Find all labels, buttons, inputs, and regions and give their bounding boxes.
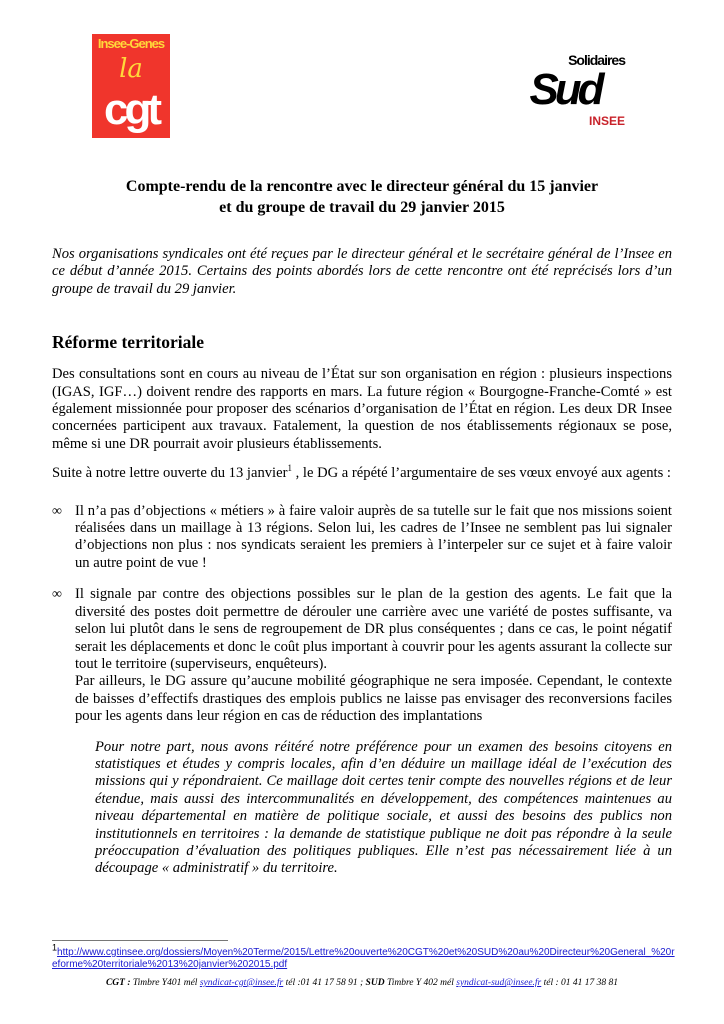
- footer-cgt-text: Timbre Y401 mél: [130, 978, 200, 988]
- cgt-email-link[interactable]: syndicat-cgt@insee.fr: [199, 978, 284, 988]
- sud-email-link[interactable]: syndicat-sud@insee.fr: [456, 978, 542, 988]
- cgt-logo: [92, 34, 170, 138]
- bullet-item-2-continuation: Par ailleurs, le DG assure qu’aucune mobilité géographique ne sera imposée. Cependant, le contexte de baisses d’effectifs drastiques des emplois publics ne laisse pas envisager des reconversions faciles pour les agents dans leur région en cas de réduction des implantations: [75, 673, 672, 725]
- sud-logo-line3: INSEE: [588, 114, 625, 128]
- bullet-symbol: ∞: [52, 503, 62, 519]
- paragraph-consultations: Des consultations sont en cours au niveau de l’État sur son organisation en région : plusieurs inspections (IGAS, IGF…) doivent rendre des rapports en mars. La future région « Bourgogne-Franche-Comté » est également missionnée pour proposer des scénarios d’organisation de l’État en région. Les deux DR Insee concernées participent aux travaux. Fatalement, la question de nos établissements régionaux se pose, même si une DR pourrait avoir plusieurs établissements.: [52, 366, 672, 452]
- bullet-item-1: Il n’a pas d’objections « métiers » à faire valoir auprès de sa tutelle sur le fait que nos missions soient réalisées dans un maillage à 13 régions. Selon lui, les cadres de l’Insee ne semblent pas lui signaler d’objections non plus : nos syndicats seraient les premiers à l’interpeler sur ce sujet et à faire valoir un autre point de vue !: [75, 502, 672, 571]
- section-heading: Réforme territoriale: [52, 332, 205, 353]
- cgt-logo-line3: cgt: [104, 85, 158, 134]
- footer-cgt-tel: tél :01 41 17 58 91 ;: [283, 978, 366, 988]
- footer-sud-label: SUD: [365, 978, 385, 988]
- position-paragraph: Pour notre part, nous avons réitéré notre préférence pour un examen des besoins citoyens en statistiques et études y compris locales, afin d’en déduire un maillage idéal de l’exécution des missions qui y répondraient. Ce maillage doit certes tenir compte des nouvelles régions et de leur étendue, mais aussi des intercommunalités en développement, des compétences maintenues au niveau départemental en matière de politique sociale, et aussi des besoins des publics non institutionnels en territoires : la demande de statistique publique ne doit pas répondre à la seule préoccupation d’évaluation des politiques publiques. Elle n’est pas nécessairement liée à un découpage « administratif » du territoire.: [95, 738, 672, 877]
- bullet-item-2-text: Il signale par contre des objections possibles sur le plan de la gestion des agents. Le fait que la diversité des postes doit permettre de dérouler une carrière avec une variété de postes suffisante, va selon lui plutôt dans le sens de regroupement de DR plus conséquentes ; dans ce cas, le point négatif serait les déplacements et donc le coût plus important à couvrir pour les agents assurant la collecte sur tout le territoire (superviseurs, enquêteurs).: [75, 586, 672, 672]
- sud-logo-line1: Solidaires: [568, 52, 625, 68]
- footnote-link[interactable]: http://www.cgtinsee.org/dossiers/Moyen%20Terme/2015/Lettre%20ouverte%20CGT%20et%20SUD%20au%20Directeur%20General_%20reforme%20territoriale%2013%20janvier%202015.pdf: [52, 947, 675, 970]
- title-line2: et du groupe de travail du 29 janvier 2015: [219, 199, 505, 216]
- intro-paragraph: Nos organisations syndicales ont été reçues par le directeur général et le secrétaire général de l’Insee en ce début d’année 2015. Certains des points abordés lors de cette rencontre ont été reprécisés lors d’un groupe de travail du 29 janvier.: [52, 246, 672, 297]
- paragraph-lettre-text-2: , le DG a répété l’argumentaire de ses vœux envoyé aux agents :: [291, 465, 671, 482]
- footnote-separator: [52, 940, 228, 941]
- bullet-item-2: [75, 586, 672, 725]
- bullet-item-2-row: [52, 586, 672, 725]
- footnote-number: 1: [52, 942, 58, 953]
- paragraph-lettre: [52, 465, 672, 482]
- footer: [0, 977, 724, 989]
- footer-sud-text: Timbre Y 402 mél: [384, 978, 457, 988]
- footnote: [52, 942, 677, 971]
- bullet-symbol: ∞: [52, 587, 62, 603]
- footnote-ref[interactable]: 1: [287, 463, 292, 474]
- bullet-item-1-row: [52, 503, 672, 573]
- cgt-logo-line1: Insee-Genes: [97, 36, 165, 51]
- sud-logo: [505, 52, 625, 130]
- document-body: [52, 176, 672, 878]
- document-title: [52, 176, 672, 218]
- sud-logo-line2: Sud: [529, 65, 601, 114]
- footer-sud-tel: tél : 01 41 17 38 81: [541, 978, 619, 988]
- footer-cgt-label: CGT :: [105, 978, 131, 988]
- cgt-logo-line2: la: [119, 54, 143, 84]
- title-line1: Compte-rendu de la rencontre avec le directeur général du 15 janvier: [125, 178, 599, 195]
- paragraph-lettre-text: Suite à notre lettre ouverte du 13 janvier: [52, 465, 288, 482]
